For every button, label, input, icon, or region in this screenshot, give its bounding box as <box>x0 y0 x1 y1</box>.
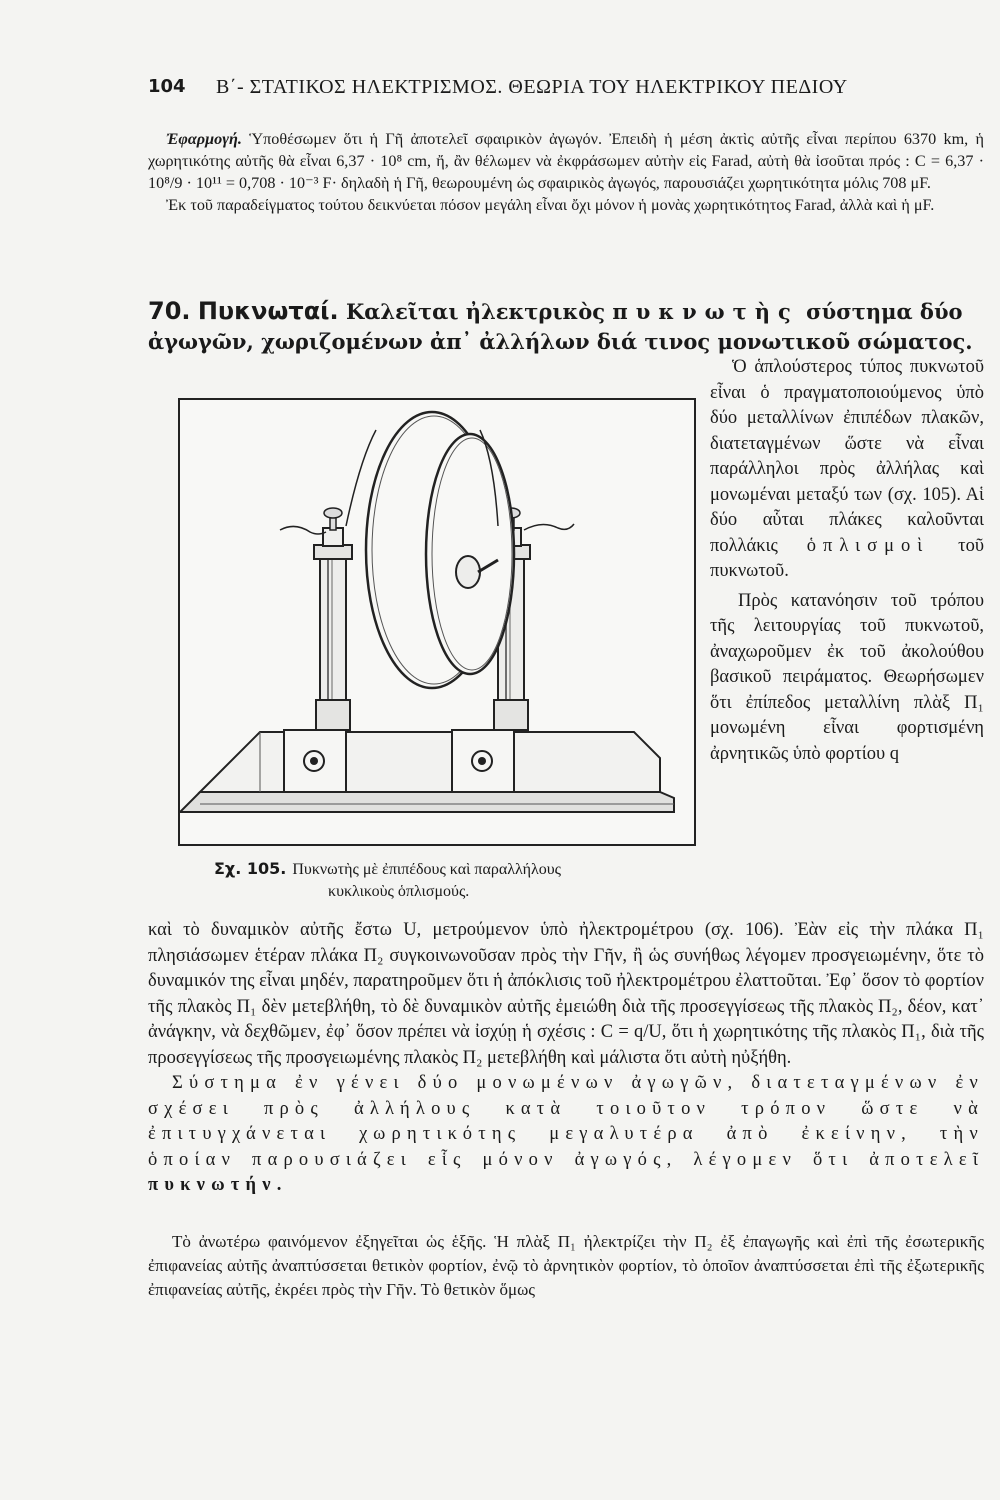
right-paragraph-1 <box>710 355 984 585</box>
right-column-text <box>710 355 984 767</box>
page-header <box>148 76 948 104</box>
figure-label: Σχ. 105. <box>214 859 287 878</box>
right-paragraph-2: Πρὸς κατανόησιν τοῦ τρόπου τῆς λειτουργίας τοῦ πυκνωτοῦ, ἀναχωροῦμεν ἐκ τοῦ ἀκολούθου βασικοῦ πειράματος. Θεωρήσωμεν ὅτι ἐπίπεδος μεταλλίνη πλὰξ Π₁ μονωμένη εἶναι φορτισμένη ἀρνητικῶς ὑπὸ φορτίου q <box>710 590 984 764</box>
caption-line-1: Πυκνωτὴς μὲ ἐπιπέδους καὶ παραλλήλους <box>292 861 561 878</box>
definition-text: Σύστημα ἐν γένει δύο μονωμένων ἀγωγῶν, διατεταγμένων ἐν σχέσει πρὸς ἀλλήλους κατὰ τοιοῦτον τρόπον ὥστε νὰ ἐπιτυγχάνεται χωρητικότης μεγαλυτέρα ἀπὸ ἐκείνην, τὴν ὁποίαν παρουσιάζει εἷς μόνον ἀγωγός, λέγομεν ὅτι ἀποτελεῖ <box>148 1073 984 1170</box>
application-example <box>148 128 984 216</box>
caption-line-2: κυκλικοὺς ὁπλισμούς. <box>328 883 470 900</box>
right-paragraph-1-end: τοῦ πυκνωτοῦ. <box>710 535 984 581</box>
page-number: 104 <box>148 76 186 97</box>
main-body-text <box>148 918 984 1199</box>
section-definition-start: Καλεῖται ἠλεκτρικὸς <box>338 299 613 324</box>
body-paragraph-continuation: καὶ τὸ δυναμικὸν αὐτῆς ἔστω U, μετρούμενον ὑπὸ ἠλεκτρομέτρου (σχ. 106). Ἐὰν εἰς τὴν πλάκα Π₁ πλησιάσωμεν ἑτέραν πλάκα Π₂ συγκοινωνοῦσαν πρὸς τὴν Γῆν, ἢ ὡς συνήθως λέγομεν προσγειωμένην, ὅτε τὸ δυναμικόν της εἶναι μηδέν, παρατηροῦμεν ὅτι ἡ ἀπόκλισις τοῦ ἠλεκτρομέτρου ἐλαττοῦται. Ἐφ᾽ ὅσον τὸ φορτίον τῆς πλακὸς Π₁ δὲν μετεβλήθη, τὸ δὲ δυναμικὸν αὐτῆς ἐμειώθη διὰ τῆς προσεγγίσεως τῆς πλακὸς Π₂, δέον, κατ᾽ ἀνάγκην, νὰ δεχθῶμεν, ἐφ᾽ ὅσον πρέπει νὰ ἰσχύῃ ἡ σχέσις : C = q/U, ὅτι ἡ χωρητικότης τῆς πλακὸς Π₁, διὰ τῆς προσεγγίσεως τῆς προσγειωμένης πλακὸς Π₂ μετεβλήθη καὶ μάλιστα ὅτι αὐτὴ ηὐξήθη. <box>148 920 984 1068</box>
application-label: Ἐφαρμογή. <box>166 130 242 148</box>
explanation-paragraph: Τὸ ἀνωτέρω φαινόμενον ἐξηγεῖται ὡς ἑξῆς. Ἡ πλὰξ Π₁ ἠλεκτρίζει τὴν Π₂ ἐξ ἐπαγωγῆς καὶ ἐπὶ τῆς ἐσωτερικῆς ἐπιφανείας αὐτῆς ἀναπτύσσεται θετικὸν φορτίον, ἐνῷ τὸ ἀρνητικὸν φορτίον, τὸ ὁποῖον ἀναπτύσσεται ἐπὶ τῆς ἐξωτερικῆς ἐπιφανείας αὐτῆς, ἐκρέει πρὸς τὴν Γῆν. Τὸ θετικὸν ὅμως <box>148 1232 984 1299</box>
section-title: Πυκνωταί. <box>197 297 339 325</box>
figure-caption <box>214 858 684 903</box>
section-definition-end: σύστημα δύο ἀγωγῶν, χωριζομένων ἀπ᾽ ἀλλήλων διά τινος μονωτικοῦ σώματος. <box>148 299 973 354</box>
section-heading <box>148 296 984 357</box>
definition-paragraph <box>148 1071 984 1199</box>
figure-105 <box>178 398 696 846</box>
right-paragraph-1-text: Ὁ ἁπλούστερος τύπος πυκνωτοῦ εἶναι ὁ πραγματοποιούμενος ὑπὸ δύο μεταλλίνων ἐπιπέδων πλακῶν, διατεταγμένων ὥστε νὰ εἶναι παράλληλοι πρὸς ἀλλήλας καὶ μονωμέναι μεταξύ των (σχ. 105). Αἱ δύο αὗται πλάκες καλοῦνται πολλάκις <box>710 357 984 556</box>
armature-term: ὁπλισμοὶ <box>806 535 930 556</box>
application-conclusion: Ἐκ τοῦ παραδείγματος τούτου δεικνύεται πόσον μεγάλη εἶναι ὄχι μόνον ἡ μονὰς χωρητικότητος Farad, ἀλλὰ καὶ ἡ μF. <box>166 196 935 214</box>
final-paragraph <box>148 1230 984 1302</box>
application-text: Ὑποθέσωμεν ὅτι ἡ Γῆ ἀποτελεῖ σφαιρικὸν ἀγωγόν. Ἐπειδὴ ἡ μέση ἀκτὶς αὐτῆς εἶναι περίπου 6370 km, ἡ χωρητικότης αὐτῆς θὰ εἶναι 6,37 · 10⁸ cm, ἤ, ἂν θέλωμεν νὰ ἐκφράσωμεν αὐτὴν εἰς Farad, αὐτὴ θὰ ἰσοῦται πρός : C = 6,37 · 10⁸/9 · 10¹¹ = 0,708 · 10⁻³ F· δηλαδὴ ἡ Γῆ, θεωρουμένη ὡς σφαιρικὸς ἀγωγός, παρουσιάζει χωρητικότητα μόλις 708 μF. <box>148 130 984 192</box>
definition-term: πυκνωτήν. <box>148 1175 288 1195</box>
capacitor-illustration <box>180 400 694 844</box>
section-number: 70. <box>148 297 191 325</box>
application-paragraph <box>148 128 984 194</box>
section-definition-term: πυκνωτὴς <box>612 299 799 324</box>
running-title: Β΄- ΣΤΑΤΙΚΟΣ ΗΛΕΚΤΡΙΣΜΟΣ. ΘΕΩΡΙΑ ΤΟΥ ΗΛΕΚΤΡΙΚΟΥ ΠΕΔΙΟΥ <box>216 76 848 98</box>
